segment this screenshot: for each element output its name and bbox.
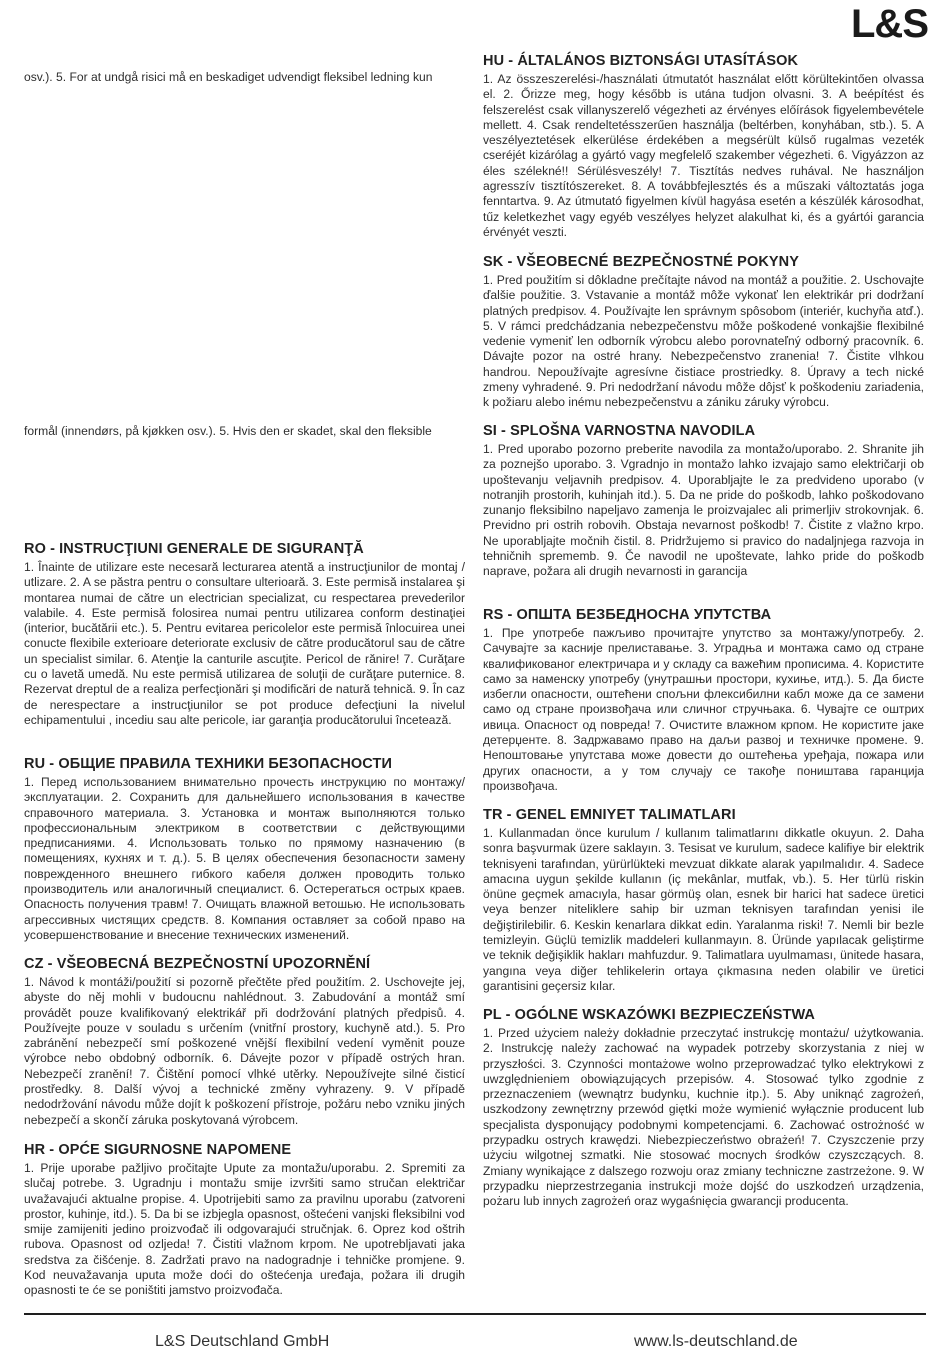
section-body: 1. Pred uporabo pozorno preberite navodila za montažo/uporabo. 2. Shranite jih za poznejšo uporabo. 3. Vgradnjo in montažo lahko izvajajo samo električarji ob upoštevanju veljavnih predpisov. 4. Uporabljajte le za predvideno uporabo (v notranjih prostorih, kuhinjah itd.). 5. Da ne pride do poškodb, lahko poškodovano zunanjo fleksibilno napeljavo zamenja le proizvajalec ali primerljiv strokovnjak. 6. Previdno pri ostrih robovih. Obstaja nevarnost poškodb! 7. Čistite z vlažno krpo. Ne uporabljajte močnih čistil. 8. Pridržujemo si pravico do nadaljnjega razvoja in tehničnih sprememb. 9. Če navodil ne upoštevate, lahko pride do poškodb naprave, požara ali drugih nevarnosti in garancija <box>483 442 924 579</box>
section-title: RO - INSTRUCŢIUNI GENERALE DE SIGURANŢĂ <box>24 541 364 557</box>
section-ru <box>24 755 465 943</box>
section-body: 1. Návod k montáži/použití si pozorně přečtěte před použitím. 2. Uschovejte jej, abyste do něj mohli v budoucnu nahlédnout. 3. Zabudování a montáž smí provádět pouze kvalifikovaný elektrikář při dodržování platných předpisů. 4. Používejte pouze v souladu s určením (vnitřní prostory, kuchyně atd.). 5. Pro zabránění nebezpečí smí poškozené vnější flexibilní vedení vyměnit pouze výrobce nebo obdobný odborník. 6. Dávejte pozor v případě ostrých hran. Nebezpečí zranění! 7. Čištění pomocí vlhké utěrky. Nepoužívejte silné čisticí prostředky. 8. Další vývoj a technické změny vyhrazeny. 9. V případě nedodržování návodu může dojít k poškození přístroje, požáru nebo vzniku jiných nebezpečí a skončí záruka poskytovaná výrobcem. <box>24 975 465 1127</box>
footer-website-link[interactable]: www.ls-deutschland.de <box>634 1333 798 1350</box>
section-body: 1. Az összeszerelési-/használati útmutatót használat előtt körültekintően olvassa el. 2. Őrizze meg, hogy később is utána tudjon olvasni. 3. A beépítést és felszerelést csak villanyszerelő végezheti az érvényes előírások figyelembevétele mellett. 4. Csak rendeltetésszerűen használja (beltérben, konyhában, stb.). 5. A veszélyeztetések elkerülése érdekében a megsérült külső rugalmas vezeték cseréjét kizárólag a gyártó vagy megfelelő szakember végezheti. 6. Vigyázzon az éles szélekné!! Sérülésveszély! 7. Tisztítás nedves ruhával. Ne használjon agresszív tisztítószereket. 8. A továbbfejlesztés és a műszaki változtatás joga fenntartva. 9. Az útmutató figyelmen kívül hagyása esetén a készülék károsodhat, tűz keletkezhet vagy egyéb veszélyes helyzet alakulhat ki, és a gyártói garancia érvényét veszti. <box>483 72 924 239</box>
section-body: 1. Prije uporabe pažljivo pročitajte Upute za montažu/uporabu. 2. Spremiti za slučaj potrebe. 3. Ugradnju i montažu smije izvršiti samo stručan električar uvažavajući aktualne propise. 4. Upotrijebiti samo za pravilnu uporabu (zatvoreni prostor, kuhinje, itd.). 5. Da bi se izbjegla opasnost, oštećeni vanjski fleksibilni vod smije zamijeniti jedino proizvođač ili odgovarajući stručnjak. 6. Oprez kod oštrih rubova. Opasnost od ozljeda! 7. Čistiti vlažnom krpom. Ne upotrebljavati jaka sredstva za čišćenje. 8. Zadržati pravo na nadogradnje i tehničke promjene. 9. Kod neuvažavanja uputa može doći do oštećenja uređaja, požara ili drugih opasnosti te će se poništiti jamstvo proizvođača. <box>24 1161 465 1298</box>
section-body: 1. Înainte de utilizare este necesară lecturarea atentă a instrucţiunilor de montaj / utlizare. 2. A se păstra pentru o consultare ulterioară. 3. Este permisă instalarea şi montarea numai de către un electrician specializat, cu respectarea prevederilor valabile. 4. Este permisă folosirea numai pentru utilizarea conform destinaţiei (interior, bucătării etc.). 5. Pentru evitarea pericolelor este permisă înlocuirea unei conucte flexibile exterioare deteriorate exclusiv de către producătorul sau de către un specialist similar. 6. Atenţie la canturile ascuţite. Pericol de rănire! 7. Curăţare cu o lavetă umedă. Nu este permisă utilizarea de soluţii de curăţare puternice. 8. Rezervat dreptul de a realiza perfecţionări şi modificări de natură tehnică. 9. În caz de nerespectare a instrucţiunilor se pot produce defecţiuni la nivelul echipamentului , incediu sau alte pericole, iar garanţia producătorului încetează. <box>24 560 465 727</box>
section-title: RU - ОБЩИЕ ПРАВИЛА ТЕХНИКИ БЕЗОПАСНОСТИ <box>24 756 392 772</box>
section-title: HU - ÁLTALÁNOS BIZTONSÁGI UTASÍTÁSOK <box>483 53 799 69</box>
section-title: CZ - VŠEOBECNÁ BEZPEČNOSTNÍ UPOZORNĚNÍ <box>24 956 371 972</box>
footer-company: L&S Deutschland GmbH <box>155 1333 330 1350</box>
text-fragment-middle: formål (innendørs, på kjøkken osv.). 5. Hvis den er skadet, skal den fleksible <box>24 424 432 438</box>
section-body: 1. Перед использованием внимательно прочесть инструкцию по монтажу/эксплуатации. 2. Сохранить для дальнейшего использования в качестве справочного материала. 3. Установка и монтаж выполняются только профессиональным электриком в соответствии с действующими предписаниями. 4. Использовать только по прямому назначению (в помещениях, кухнях и т. д.). 5. В целях обеспечения безопасности замену поврежденного внешнего гибкого кабеля должен проводить только производитель или аналогичный специалист. 6. Остерегаться острых краев. Опасность получения травм! 7. Очищать влажной ветошью. Не использовать агрессивных чистящих средств. 8. Компания оставляет за собой право на усовершенствование и внесение технических изменений. <box>24 775 465 942</box>
section-rs <box>483 606 924 794</box>
section-hr <box>24 1141 465 1299</box>
section-tr <box>483 806 924 994</box>
section-ro <box>24 540 465 728</box>
footer-divider <box>24 1313 926 1315</box>
section-title: PL - OGÓLNE WSKAZÓWKI BEZPIECZEŃSTWA <box>483 1007 815 1023</box>
section-body: 1. Przed użyciem należy dokładnie przeczytać instrukcję montażu/ użytkowania. 2. Instrukcję należy zachować na wypadek potrzeby skorzystania z niej w przyszłości. 3. Czynności montażowe wolno przeprowadzać tylko elektrykowi z uwzględnieniem obowiązujących przepisów. 4. Stosować tylko zgodnie z przeznaczeniem (wewnątrz budynku, kuchnie itp.). 5. Aby uniknąć zagrożeń, uszkodzony zewnętrzny przewód giętki może wymienić wyłącznie producent lub specjalista dysponujący podobnymi kompetencjami. 6. Zachować ostrożność w przypadku ostrych krawędzi. Niebezpieczeństwo obrażeń! 7. Czyszczenie przy użyciu wilgotnej szmatki. Nie stosować mocnych środków czyszczących. 8. Zmiany wynikające z dalszego rozwoju oraz zmiany techniczne zastrzeżone. 9. W przypadku nieprzestrzegania instrukcji może dojść do uszkodzeń urządzenia, pożaru lub innych zagrożeń oraz wygaśnięcia gwarancji producenta. <box>483 1026 924 1209</box>
section-title: SK - VŠEOBECNÉ BEZPEČNOSTNÉ POKYNY <box>483 254 800 270</box>
section-sk <box>483 253 924 411</box>
section-title: SI - SPLOŠNA VARNOSTNA NAVODILA <box>483 423 756 439</box>
brand-logo: L&S <box>851 2 928 46</box>
section-body: 1. Пре употребе пажљиво прочитајте упутство за монтажу/употребу. 2. Сачувајте за касније прелиставање. 3. Уградња и монтажа само од стране квалификованог електричара и у складу са важећим прописима. 4. Користите само за наменску употребу (унутрашњи простори, кухиње, итд.). 5. Да бисте избегли опасности, оштећени спољни флексибилни кабл може да се замени само од стране произвођача или сличног стручњака. 6. Чувајте се оштрих ивица. Опасност од повреда! 7. Очистите влажном крпом. Не користите јаке детерџенте. 8. Задржавамо право на даљи развој и техничке промене. 9. Непоштовање упутстава може довести до оштећења уређаја, пожара или других опасности, а у том случају се такође поништава гаранција произвођача. <box>483 626 924 793</box>
section-title: RS - ОПШТА БЕЗБЕДНОСНА УПУТСТВА <box>483 607 772 623</box>
text-fragment-top: osv.). 5. For at undgå risici må en beskadiget udvendigt fleksibel ledning kun <box>24 70 433 84</box>
section-hu <box>483 52 924 240</box>
section-body: 1. Pred použitím si dôkladne prečítajte návod na montáž a použitie. 2. Uschovajte ďalšie použitie. 3. Vstavanie a montáž môže vykonať len elektrikár pri dodržaní platných predpisov. 4. Používajte len správnym spôsobom (interiér, kuchyňa atď.). 5. V rámci predchádzania nebezpečenstvu môže poškodené vonkajšie flexibilné vedenie vymeniť len odborník výrobcu alebo porovnateľný odborný pracovník. 6. Dávajte pozor na ostré hrany. Nebezpečenstvo zranenia! 7. Čistite vlhkou handrou. Nepoužívajte agresívne čistiace prostriedky. 8. Úpravy a tech nické zmeny vyhradené. 9. Pri nedodržaní návodu môže dôjsť k poškodeniu zariadenia, k požiaru alebo inému nebezpečenstvu a zániku záruky výrobcu. <box>483 273 924 410</box>
section-title: HR - OPĆE SIGURNOSNE NAPOMENE <box>24 1142 292 1158</box>
section-body: 1. Kullanmadan önce kurulum / kullanım talimatlarını dikkatle okuyun. 2. Daha sonra başvurmak üzere saklayın. 3. Tesisat ve kurulum, sadece kalifiye bir elektrik teknisyeni tarafından, yürürlükteki mevzuat dikkate alarak yapılmalıdır. 4. Sadece amacına uygun şekilde kullanın (iç mekânlar, mutfak, vb.). 5. Her türlü riskin önüne geçmek amacıyla, hasar görmüş olan, esnek bir harici hat sadece üretici veya benzer niteliklere sahip bir uzman teknisyen tarafından yenisi ile değiştirilebilir. 6. Keskin kenarlara dikkat edin. Yaralanma riski! 7. Nemli bir bezle temizleyin. Güçlü temizlik maddeleri kullanmayın. 8. Üründe yapılacak geliştirme ve teknik değişiklik hakları mahfuzdur. 9. Talimatlara uyulmaması, ünitede hasara, yangına veya diğer tehlikelerin ortaya çıkmasına neden olabilir ve üretici garantisini geçersiz kılar. <box>483 826 924 993</box>
section-pl <box>483 1006 924 1210</box>
section-title: TR - GENEL EMNIYET TALIMATLARI <box>483 807 736 823</box>
section-si <box>483 422 924 580</box>
section-cz <box>24 955 465 1128</box>
